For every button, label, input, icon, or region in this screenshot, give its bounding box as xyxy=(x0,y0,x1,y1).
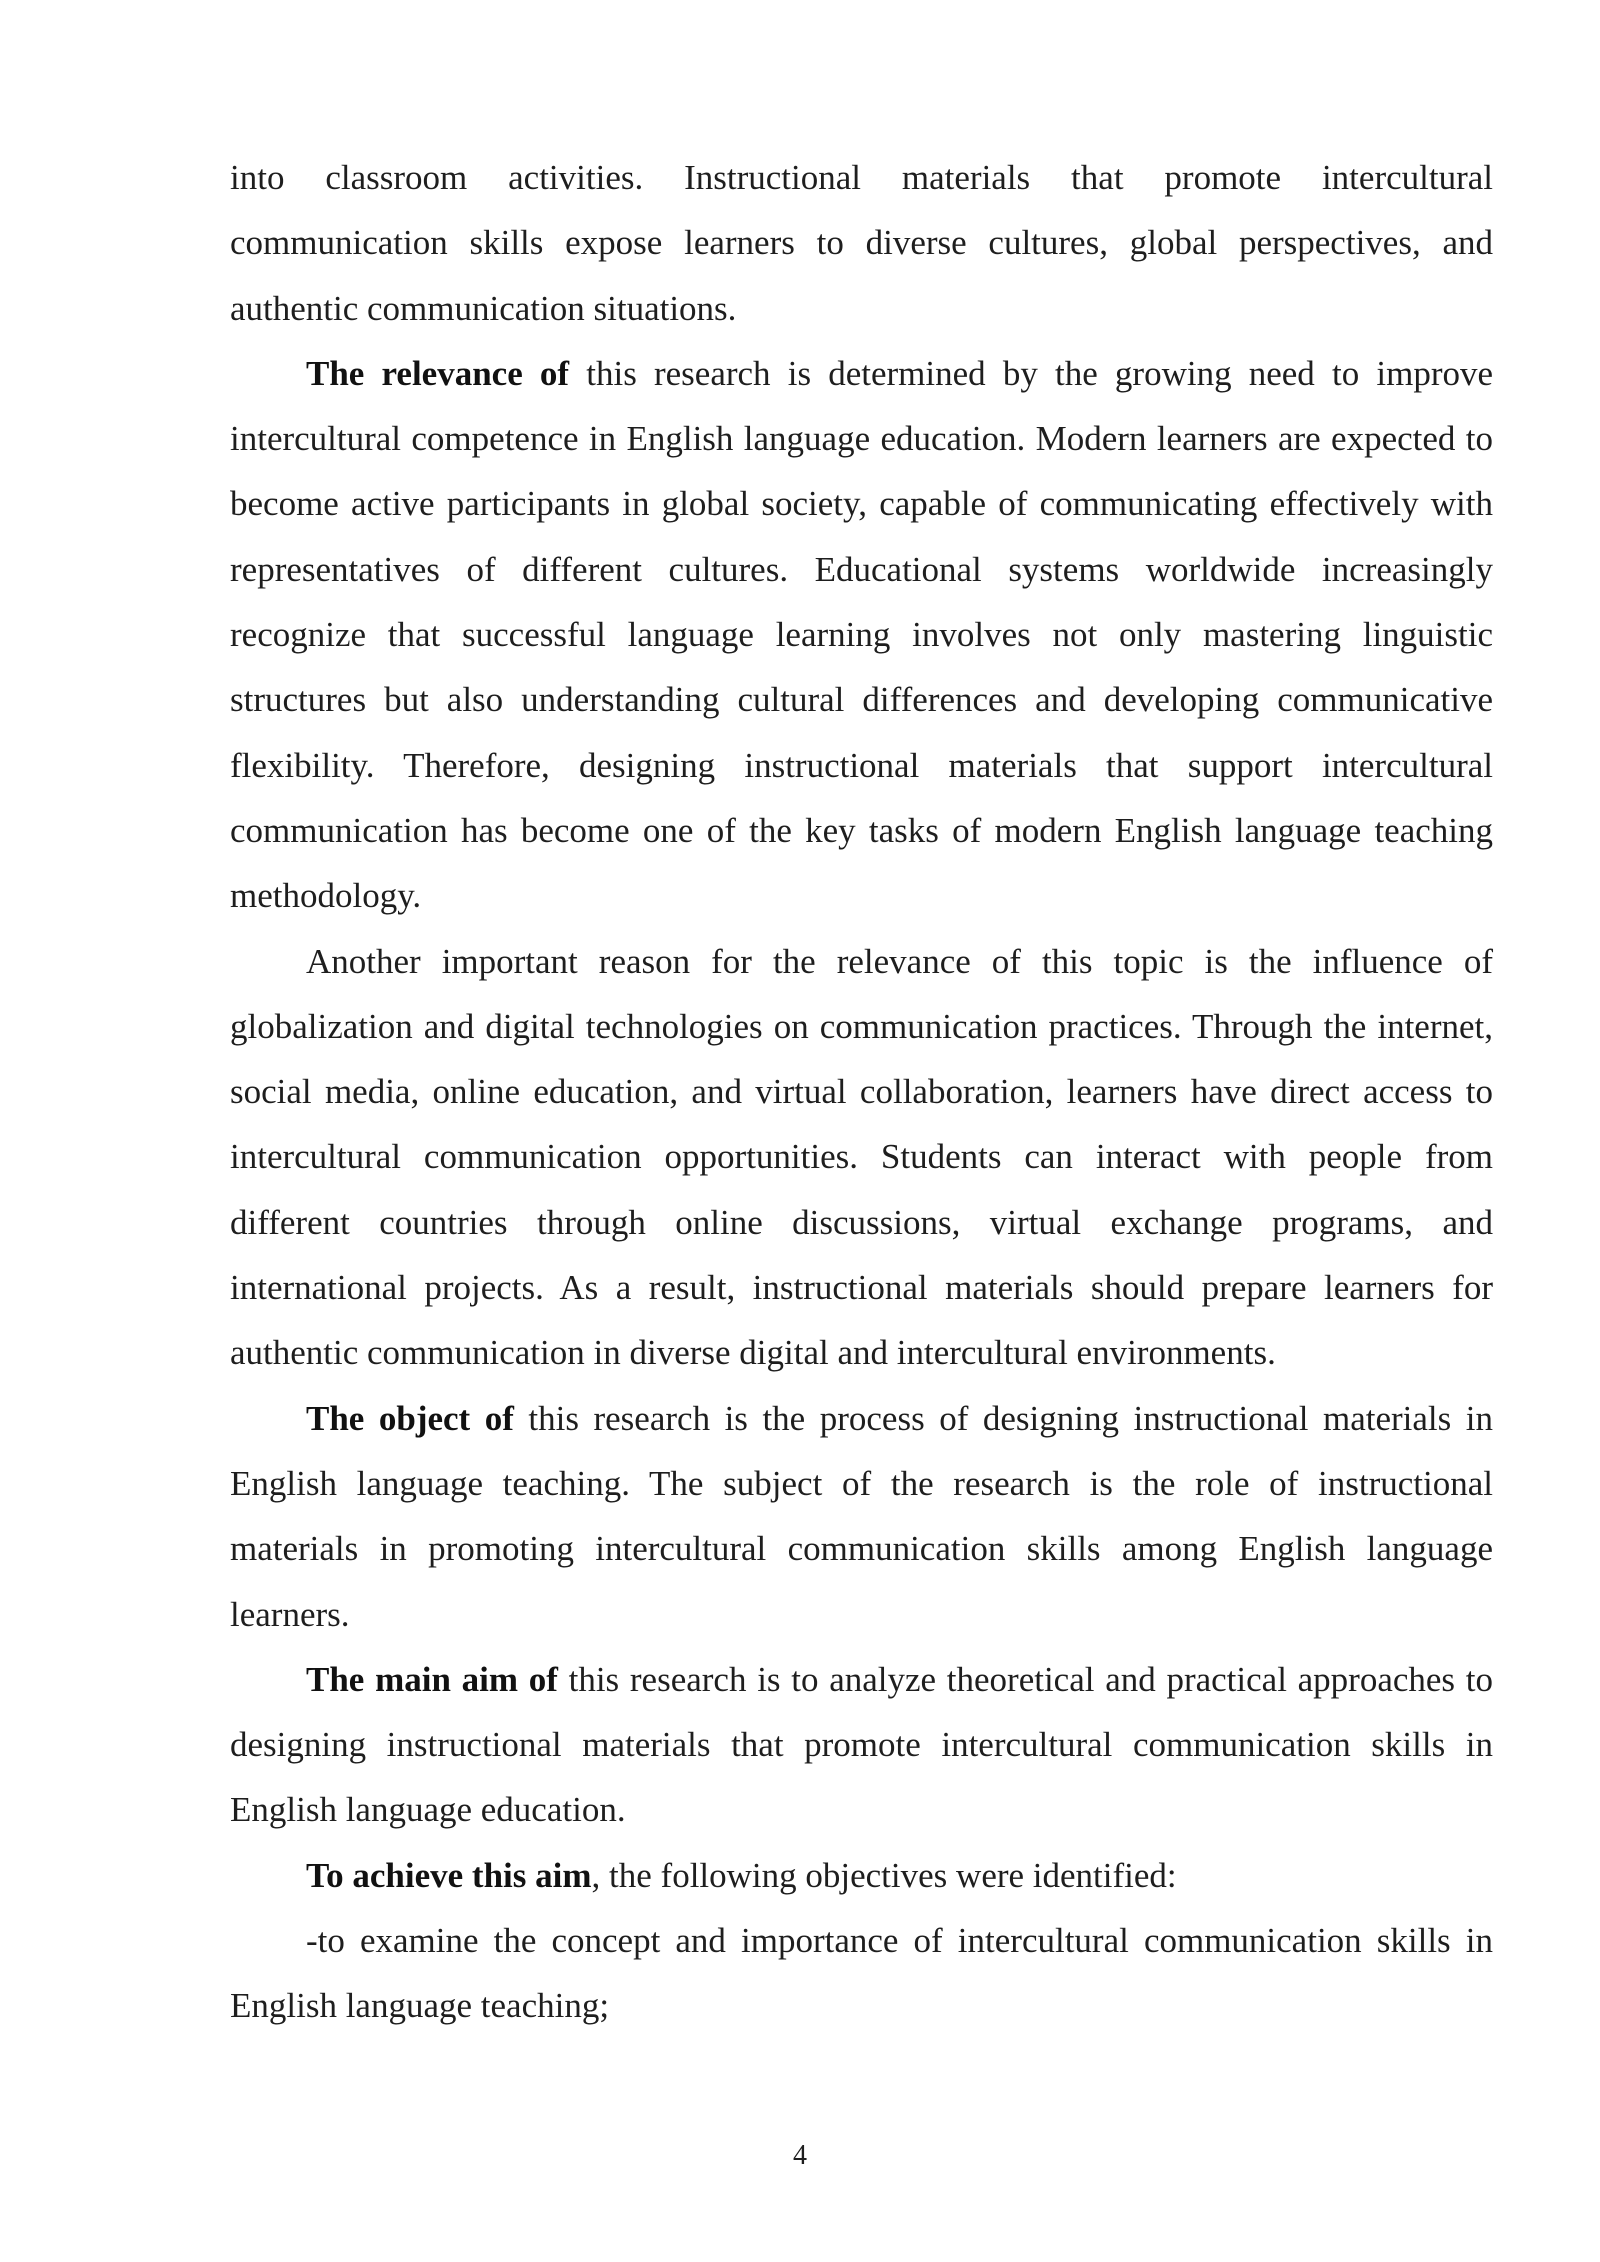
paragraph-globalization xyxy=(230,929,1493,1386)
paragraph-text: , the following objectives were identified: xyxy=(591,1855,1177,1895)
paragraph-objectives-intro xyxy=(230,1843,1493,1908)
list-item-objective xyxy=(230,1908,1493,2039)
paragraph-text: into classroom activities. Instructional materials that promote intercultural communication skills expose learners to diverse cultures, global perspectives, and authentic communication situations. xyxy=(230,158,1493,328)
paragraph-text: this research is determined by the growing need to improve intercultural competence in English language education. Modern learners are expected to become active participants in global society, capable of communicating effectively with representatives of different cultures. Educational systems worldwide increasingly recognize that successful language learning involves not only mastering linguistic structures but also understanding cultural differences and developing communicative flexibility. Therefore, designing instructional materials that support intercultural communication has become one of the key tasks of modern English language teaching methodology. xyxy=(230,353,1494,916)
paragraph-text: this research is to analyze theoretical and practical approaches to designing instructional materials that promote intercultural communication skills in English language education. xyxy=(230,1659,1493,1830)
bold-lead: To achieve this aim xyxy=(306,1855,592,1895)
bold-lead: The relevance of xyxy=(306,353,570,393)
page-number: 4 xyxy=(793,2140,807,2171)
document-body xyxy=(230,145,1493,2039)
bold-lead: The main aim of xyxy=(306,1659,558,1699)
paragraph-text: -to examine the concept and importance of intercultural communication skills in English language teaching; xyxy=(230,1921,1493,2026)
paragraph-object xyxy=(230,1386,1493,1647)
paragraph-text: this research is the process of designing instructional materials in English language teaching. The subject of the research is the role of instructional materials in promoting intercultural communication skills among English language learners. xyxy=(230,1398,1493,1634)
paragraph-continuation xyxy=(230,145,1493,341)
paragraph-text: Another important reason for the relevance of this topic is the influence of globalization and digital technologies on communication practices. Through the internet, social media, online education, and virtual collaboration, learners have direct access to intercultural communication opportunities. Students can interact with people from different countries through online discussions, virtual exchange programs, and international projects. As a result, instructional materials should prepare learners for authentic communication in diverse digital and intercultural environments. xyxy=(230,941,1493,1373)
paragraph-relevance xyxy=(230,341,1493,929)
paragraph-aim xyxy=(230,1647,1493,1843)
bold-lead: The object of xyxy=(306,1398,514,1438)
